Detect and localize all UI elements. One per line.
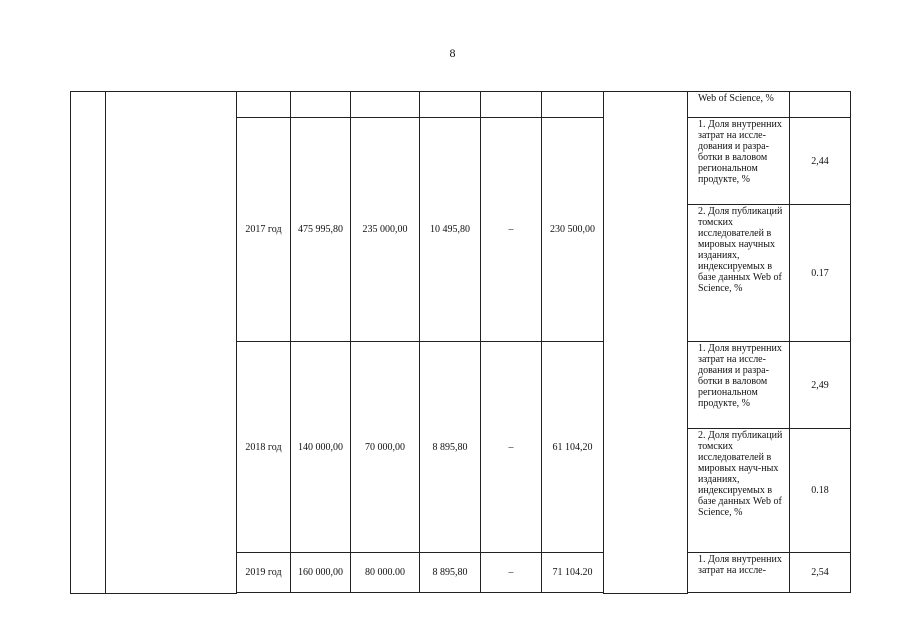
total-cell: [291, 92, 351, 118]
blank-cell-name: [106, 92, 237, 594]
indicator-value: 0.17: [790, 205, 851, 342]
local-cell: –: [481, 118, 542, 342]
indicator-text: 1. Доля внутренних затрат на иссле-дования и разра-ботки в валовом региональном продукте, %: [688, 342, 790, 429]
year-cell: 2019 год: [237, 553, 291, 593]
indicator-value: 2,49: [790, 342, 851, 429]
year-cell: 2018 год: [237, 342, 291, 553]
regional-cell: 10 495,80: [420, 118, 481, 342]
regional-cell: 8 895,80: [420, 342, 481, 553]
federal-cell: 80 000.00: [351, 553, 420, 593]
federal-cell: 235 000,00: [351, 118, 420, 342]
federal-cell: [351, 92, 420, 118]
indicator-value: 2,44: [790, 118, 851, 205]
local-cell: [481, 92, 542, 118]
total-cell: 140 000,00: [291, 342, 351, 553]
regional-cell: [420, 92, 481, 118]
indicator-text: Web of Science, %: [688, 92, 790, 118]
total-cell: 475 995,80: [291, 118, 351, 342]
indicator-text: 2. Доля публикаций томских исследователей в мировых науч-ных изданиях, индексируемых в базе данных Web of Science, %: [688, 429, 790, 553]
year-cell: [237, 92, 291, 118]
local-cell: –: [481, 553, 542, 593]
local-cell: –: [481, 342, 542, 553]
blank-cell-responsible: [604, 92, 688, 594]
extra-cell: [542, 92, 604, 118]
program-funding-table: [70, 91, 851, 594]
indicator-value: 0.18: [790, 429, 851, 553]
blank-cell-number: [71, 92, 106, 594]
indicator-text: 1. Доля внутренних затрат на иссле-дования и разра-ботки в валовом региональном продукте, %: [688, 118, 790, 205]
indicator-text: 1. Доля внутренних затрат на иссле-: [688, 553, 790, 593]
indicator-value: [790, 92, 851, 118]
year-cell: 2017 год: [237, 118, 291, 342]
indicator-value: 2,54: [790, 553, 851, 593]
federal-cell: 70 000,00: [351, 342, 420, 553]
indicator-text: 2. Доля публикаций томских исследователей в мировых научных изданиях, индексируемых в базе данных Web of Science, %: [688, 205, 790, 342]
total-cell: 160 000,00: [291, 553, 351, 593]
extra-cell: 61 104,20: [542, 342, 604, 553]
regional-cell: 8 895,80: [420, 553, 481, 593]
extra-cell: 71 104.20: [542, 553, 604, 593]
extra-cell: 230 500,00: [542, 118, 604, 342]
page-number: 8: [449, 46, 456, 60]
